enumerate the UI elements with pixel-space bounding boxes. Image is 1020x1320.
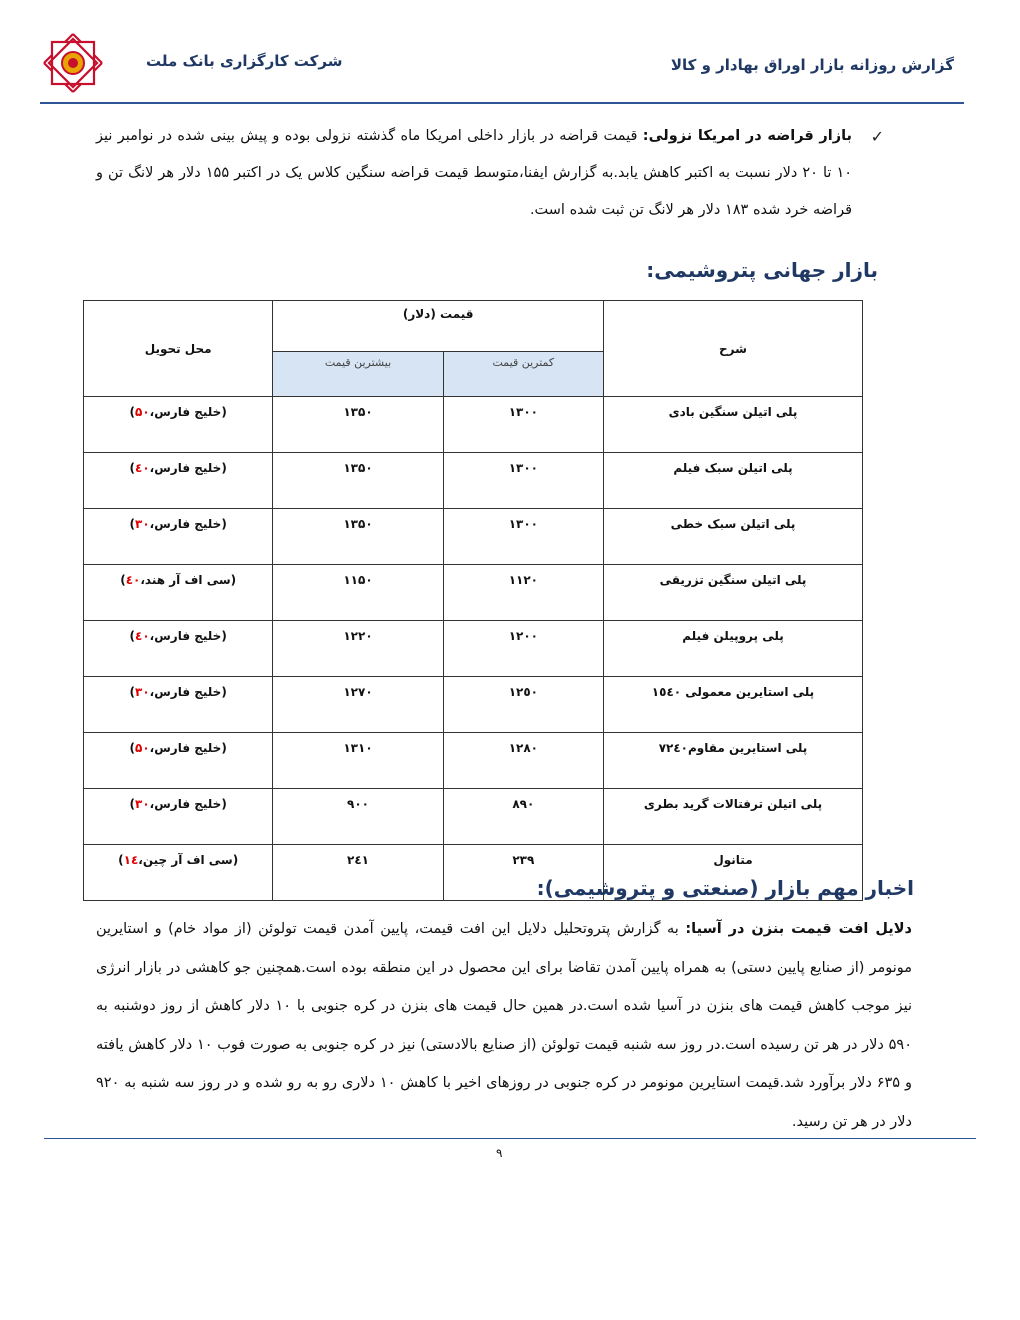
cell-delivery	[84, 565, 273, 621]
petrochemical-section-title: بازار جهانی پتروشیمی:	[646, 258, 878, 282]
cell-description: پلی اتیلن سبک خطی	[604, 509, 863, 565]
cell-high-price: ۱۱۵۰	[273, 565, 443, 621]
table-row	[84, 733, 863, 789]
cell-description: متانول	[604, 845, 863, 901]
cell-high-price: ۱۳۱۰	[273, 733, 443, 789]
cell-delivery	[84, 509, 273, 565]
delivery-close: )	[120, 573, 126, 587]
delivery-location: (سی اف آر هند،	[140, 573, 237, 587]
delivery-location: (خلیج فارس،	[149, 685, 227, 699]
cell-high-price: ۱۳۵۰	[273, 509, 443, 565]
cell-delivery	[84, 453, 273, 509]
cell-high-price: ۱۳۵۰	[273, 397, 443, 453]
table-row	[84, 453, 863, 509]
table-row	[84, 621, 863, 677]
cell-delivery	[84, 789, 273, 845]
cell-description: پلی استایرین مقاوم۷۲٤۰	[604, 733, 863, 789]
table-row	[84, 789, 863, 845]
petrochemical-price-table	[83, 300, 863, 901]
cell-description: پلی اتیلن سنگین تزریقی	[604, 565, 863, 621]
cell-description: پلی اتیلن ترفتالات گرید بطری	[604, 789, 863, 845]
delivery-close: )	[129, 797, 136, 811]
delivery-location: (سی اف آر چین،	[138, 853, 239, 867]
delivery-close: )	[129, 685, 136, 699]
benzene-news-text: به گزارش پتروتحلیل دلایل این افت قیمت، پایین آمدن قیمت تولوئن (از مواد خام) و استایرین مونومر (از صنایع پایین دستی) به همراه پایین آمدن تقاضا برای این محصول در این منطقه بوده است.همچنین جو کاهشی در بازار انرژی نیز موجب کاهش قیمت های بنزن در آسیا شده است.در همین حال قیمت های بنزن در کره جنوبی با ۱۰ دلار کاهش از روز دوشنبه به ۵۹۰ دلار در هر تن رسیده است.در روز سه شنبه قیمت تولوئن (از صنایع بالادستی) نیز در کره جنوبی به صورت فوب ۱۰ دلار کاهش یافته و ۶۳۵ دلار برآورد شد.قیمت استایرین مونومر در کره جنوبی در روزهای اخیر با کاهش ۱۰ دلاری رو به رو شده و در روز سه شنبه به ۹۲۰ دلار در هر تن رسید.	[96, 921, 912, 1130]
delivery-change: ۵۰	[135, 405, 150, 419]
benzene-news-heading: دلایل افت قیمت بنزن در آسیا:	[685, 921, 912, 937]
delivery-close: )	[129, 461, 136, 475]
table-row	[84, 397, 863, 453]
delivery-location: (خلیج فارس،	[149, 405, 227, 419]
delivery-close: )	[129, 741, 136, 755]
table-row	[84, 509, 863, 565]
news-section-title: اخبار مهم بازار (صنعتی و پتروشیمی):	[536, 876, 914, 900]
cell-high-price: ۱۲۲۰	[273, 621, 443, 677]
cell-low-price: ۱۲۸۰	[443, 733, 603, 789]
cell-delivery	[84, 397, 273, 453]
cell-delivery	[84, 677, 273, 733]
delivery-change: ۵۰	[135, 741, 150, 755]
delivery-close: )	[118, 853, 124, 867]
table-row	[84, 565, 863, 621]
cell-low-price: ۱۳۰۰	[443, 453, 603, 509]
header-low-price: کمترین قیمت	[443, 352, 603, 397]
delivery-location: (خلیج فارس،	[149, 517, 227, 531]
header-description: شرح	[604, 301, 863, 397]
delivery-change: ٤۰	[135, 629, 150, 643]
checkmark-icon: ✓	[870, 127, 884, 146]
delivery-change: ۳۰	[135, 797, 150, 811]
cell-low-price: ۱۲۰۰	[443, 621, 603, 677]
delivery-change: ٤۰	[125, 573, 141, 587]
cell-low-price: ۱۱۲۰	[443, 565, 603, 621]
company-name: شرکت کارگزاری بانک ملت	[146, 52, 343, 70]
delivery-location: (خلیج فارس،	[149, 797, 227, 811]
cell-description: پلی پروپیلن فیلم	[604, 621, 863, 677]
report-title: گزارش روزانه بازار اوراق بهادار و کالا	[670, 56, 954, 74]
cell-high-price: ۱۳۵۰	[273, 453, 443, 509]
cell-delivery	[84, 621, 273, 677]
scrap-market-paragraph	[96, 118, 884, 229]
cell-delivery	[84, 845, 273, 901]
header-high-price: بیشترین قیمت	[273, 352, 443, 397]
delivery-location: (خلیج فارس،	[149, 461, 227, 475]
bank-mellat-logo-icon	[40, 30, 106, 96]
delivery-close: )	[129, 517, 136, 531]
cell-high-price: ۹۰۰	[273, 789, 443, 845]
delivery-change: ۳۰	[135, 685, 150, 699]
scrap-market-heading: بازار قراضه در امریکا نزولی:	[642, 128, 852, 144]
cell-delivery	[84, 733, 273, 789]
delivery-close: )	[129, 405, 136, 419]
delivery-location: (خلیج فارس،	[149, 629, 227, 643]
cell-low-price: ۱۲٥۰	[443, 677, 603, 733]
header-price-group: قیمت (دلار)	[273, 301, 604, 352]
cell-description: پلی اتیلن سبک فیلم	[604, 453, 863, 509]
delivery-location: (خلیج فارس،	[149, 741, 227, 755]
page-number: ۹	[496, 1146, 503, 1160]
header-divider	[40, 102, 964, 104]
header-delivery: محل تحویل	[84, 301, 273, 397]
cell-low-price: ۲۳۹	[443, 845, 603, 901]
scrap-market-text: قیمت قراضه در بازار داخلی امریکا ماه گذشته نزولی بوده و پیش بینی شده در نوامبر نیز ۱۰ تا ۲۰ دلار نسبت به اکتبر کاهش یابد.به گزارش ایفنا،متوسط قیمت قراضه سنگین کلاس یک در اکتبر ۱۵۵ دلار هر لانگ تن و قراضه خرد شده ۱۸۳ دلار هر لانگ تن ثبت شده است.	[96, 128, 853, 218]
cell-low-price: ۸۹۰	[443, 789, 603, 845]
benzene-news-paragraph	[96, 910, 912, 1141]
delivery-change: ٤۰	[135, 461, 150, 475]
cell-description: پلی استایرین معمولی ۱٥٤۰	[604, 677, 863, 733]
delivery-change: ١٤	[123, 853, 139, 867]
cell-high-price: ۱۲۷۰	[273, 677, 443, 733]
cell-low-price: ۱۳۰۰	[443, 509, 603, 565]
footer-divider	[44, 1138, 976, 1139]
delivery-change: ۳۰	[135, 517, 150, 531]
table-row	[84, 677, 863, 733]
delivery-close: )	[129, 629, 136, 643]
cell-high-price: ۲٤۱	[273, 845, 443, 901]
cell-low-price: ۱۳۰۰	[443, 397, 603, 453]
cell-description: پلی اتیلن سنگین بادی	[604, 397, 863, 453]
